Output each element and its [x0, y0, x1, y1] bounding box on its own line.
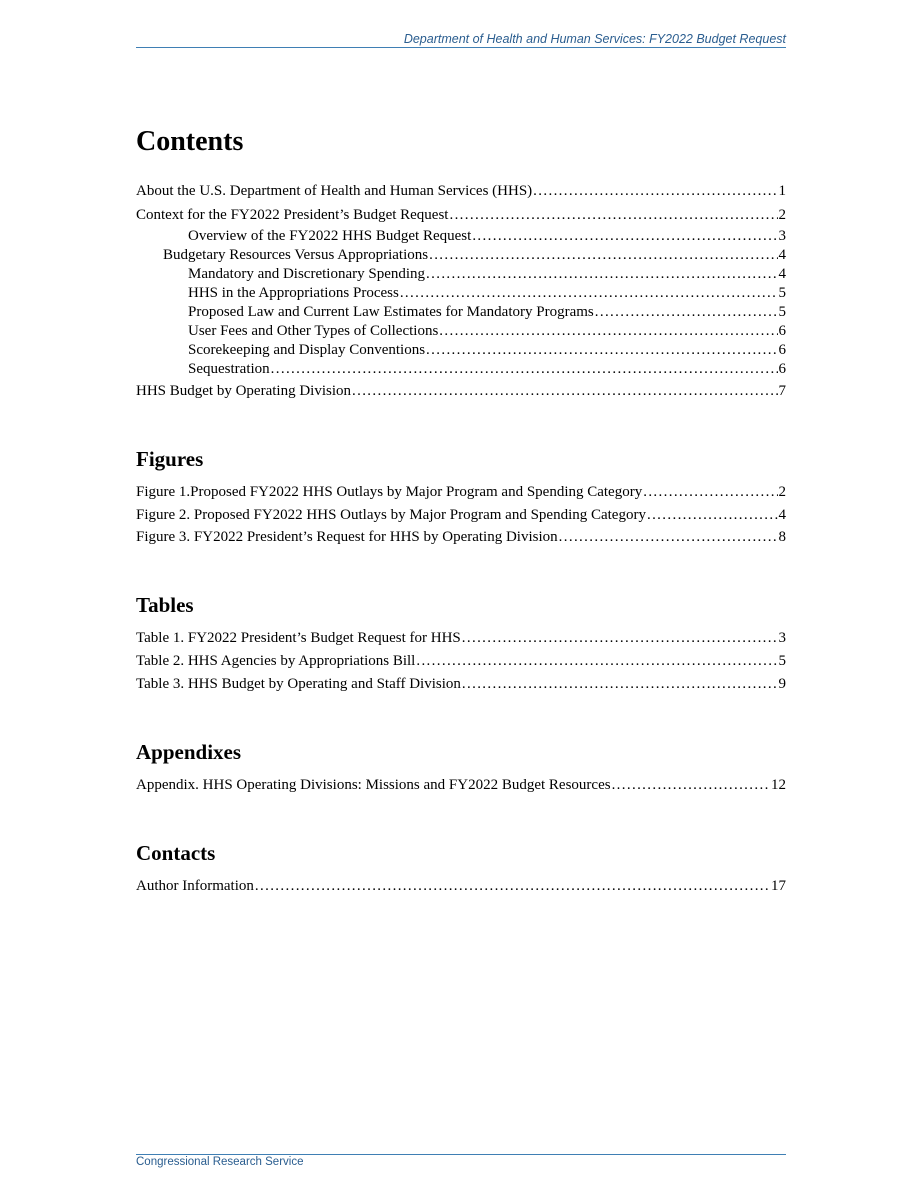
toc-entry-page: 4	[778, 266, 786, 282]
toc-entry[interactable]	[136, 246, 786, 265]
figure-entry-page: 2	[778, 484, 786, 500]
toc-entry[interactable]	[136, 360, 786, 379]
toc-entry-page: 6	[778, 342, 786, 358]
table-entry[interactable]	[136, 627, 786, 650]
toc-entry[interactable]	[136, 303, 786, 322]
toc-entry-text: HHS in the Appropriations Process	[188, 285, 399, 301]
toc-entry-page: 4	[778, 247, 786, 263]
leader-dots	[400, 284, 778, 303]
toc-entry-text: About the U.S. Department of Health and Human Services (HHS)	[136, 183, 533, 199]
leader-dots	[647, 504, 778, 527]
toc-entry-page: 7	[778, 383, 786, 399]
table-entry-text: Table 2. HHS Agencies by Appropriations Bill	[136, 652, 416, 669]
appendixes-heading: Appendixes	[136, 739, 242, 764]
toc-entry[interactable]	[136, 284, 786, 303]
toc-entry-text: Sequestration	[188, 361, 270, 377]
figure-entry[interactable]	[136, 481, 786, 504]
contacts-section	[136, 839, 786, 898]
figure-entry-page: 8	[778, 529, 786, 545]
toc-entry-page: 3	[778, 228, 786, 244]
toc-entry-page: 6	[778, 361, 786, 377]
leader-dots	[255, 875, 770, 898]
leader-dots	[643, 481, 777, 504]
appendix-entry-page: 12	[771, 776, 786, 793]
table-entry[interactable]	[136, 673, 786, 696]
toc-entry-text: Scorekeeping and Display Conventions	[188, 342, 426, 358]
leader-dots	[352, 379, 778, 403]
toc-entry-text: Budgetary Resources Versus Appropriations	[163, 247, 429, 263]
toc-entry-page: 2	[778, 207, 786, 223]
toc-content	[136, 122, 786, 898]
contact-entry-page: 17	[771, 877, 786, 894]
table-entry[interactable]	[136, 650, 786, 673]
leader-dots	[612, 774, 770, 797]
table-entry-text: Table 1. FY2022 President’s Budget Request for HHS	[136, 629, 461, 646]
leader-dots	[271, 360, 778, 379]
toc-entry-page: 6	[778, 323, 786, 339]
toc-entry[interactable]	[136, 203, 786, 227]
tables-heading: Tables	[136, 592, 194, 617]
contents-list	[136, 179, 786, 403]
toc-entry[interactable]	[136, 322, 786, 341]
running-footer: Congressional Research Service	[136, 1154, 786, 1168]
toc-entry-text: Overview of the FY2022 HHS Budget Request	[188, 228, 472, 244]
contact-entry-text: Author Information	[136, 877, 254, 894]
toc-entry[interactable]	[136, 341, 786, 360]
leader-dots	[416, 650, 777, 673]
running-header: Department of Health and Human Services: FY2022 Budget Request	[136, 32, 786, 48]
toc-entry[interactable]	[136, 379, 786, 403]
toc-entry-text: Proposed Law and Current Law Estimates for Mandatory Programs	[188, 304, 594, 320]
appendix-entry[interactable]	[136, 774, 786, 797]
figures-section	[136, 445, 786, 549]
table-entry-page: 3	[778, 629, 786, 646]
contact-entry[interactable]	[136, 875, 786, 898]
leader-dots	[426, 341, 777, 360]
figure-entry-page: 4	[778, 506, 786, 523]
figure-entry-text: Figure 3. FY2022 President’s Request for HHS by Operating Division	[136, 529, 558, 545]
toc-entry-text: User Fees and Other Types of Collections	[188, 323, 439, 339]
leader-dots	[449, 203, 777, 227]
tables-section	[136, 591, 786, 696]
figure-entry-text: Figure 2. Proposed FY2022 HHS Outlays by Major Program and Spending Category	[136, 506, 646, 523]
toc-entry-text: Context for the FY2022 President’s Budget Request	[136, 207, 449, 223]
figures-heading: Figures	[136, 447, 204, 471]
appendix-entry-text: Appendix. HHS Operating Divisions: Missions and FY2022 Budget Resources	[136, 776, 611, 793]
contents-heading: Contents	[136, 126, 244, 157]
table-entry-text: Table 3. HHS Budget by Operating and Staff Division	[136, 675, 461, 692]
toc-entry-text: HHS Budget by Operating Division	[136, 383, 351, 399]
leader-dots	[462, 627, 778, 650]
leader-dots	[559, 526, 778, 549]
table-entry-page: 9	[778, 675, 786, 692]
leader-dots	[533, 179, 777, 203]
leader-dots	[472, 227, 777, 246]
leader-dots	[429, 246, 777, 265]
toc-entry-page: 5	[778, 304, 786, 320]
table-entry-page: 5	[778, 652, 786, 669]
toc-entry-page: 5	[778, 285, 786, 301]
toc-entry-text: Mandatory and Discretionary Spending	[188, 266, 426, 282]
toc-entry-page: 1	[778, 183, 786, 199]
toc-entry[interactable]	[136, 179, 786, 203]
figure-entry[interactable]	[136, 526, 786, 549]
toc-entry[interactable]	[136, 265, 786, 284]
appendixes-section	[136, 738, 786, 797]
figure-entry-text: Figure 1.Proposed FY2022 HHS Outlays by Major Program and Spending Category	[136, 484, 643, 500]
leader-dots	[462, 673, 778, 696]
leader-dots	[439, 322, 777, 341]
leader-dots	[426, 265, 777, 284]
contacts-heading: Contacts	[136, 840, 216, 865]
figure-entry[interactable]	[136, 504, 786, 527]
leader-dots	[595, 303, 778, 322]
toc-entry[interactable]	[136, 227, 786, 246]
